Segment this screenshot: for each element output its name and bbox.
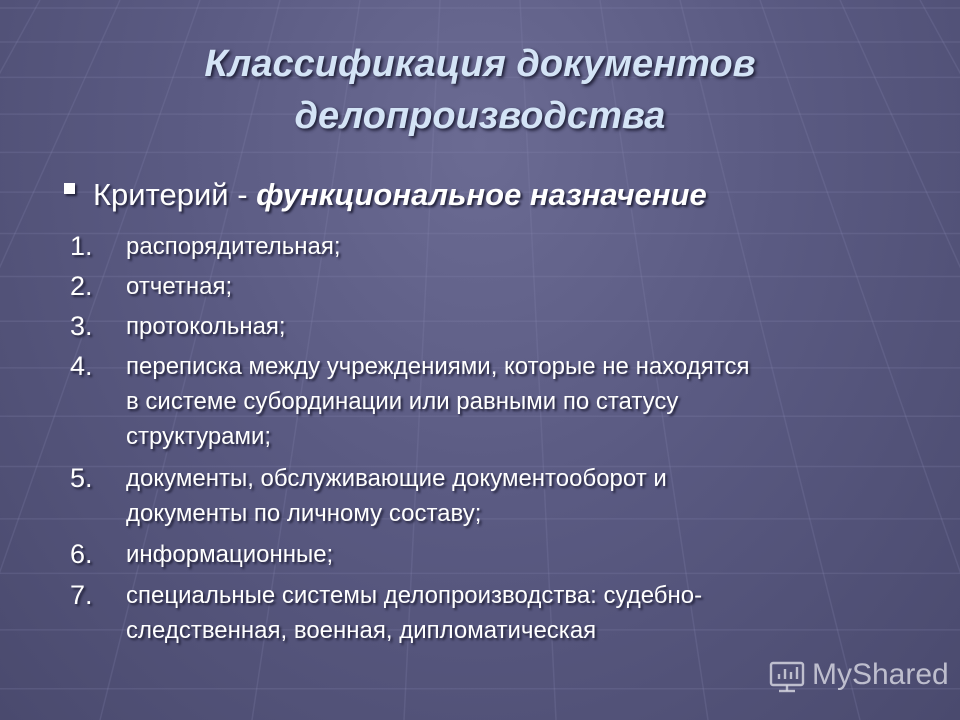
list-item-line: специальные системы делопроизводства: судебно- (126, 582, 703, 609)
list-item (70, 269, 930, 304)
list-item (70, 349, 930, 454)
list-item-line: распорядительная; (126, 233, 341, 260)
list-item-line: следственная, военная, дипломатическая (126, 617, 597, 644)
list-item-number: 1. (70, 231, 93, 261)
list-item-line: переписка между учреждениями, которые не находятся (126, 353, 750, 380)
criterion-label: Критерий - (93, 177, 248, 212)
list-item-number: 5. (70, 463, 93, 493)
title-line-2: делопроизводства (294, 95, 666, 137)
list-item-line: отчетная; (126, 273, 233, 300)
list-item-line: информационные; (126, 541, 334, 568)
list-item (70, 309, 930, 344)
list-item-text (126, 349, 930, 454)
list-item-number: 6. (70, 539, 93, 569)
myshared-logo-icon (768, 656, 806, 694)
square-bullet-icon (64, 183, 75, 194)
list-item-text (126, 537, 930, 572)
list-item (70, 229, 930, 264)
list-item-text (126, 578, 930, 648)
list-item (70, 461, 930, 531)
list-item-number: 2. (70, 271, 93, 301)
criterion-value: функциональное назначение (256, 177, 707, 212)
list-item-line: структурами; (126, 423, 272, 450)
numbered-list (70, 224, 930, 648)
list-item-number: 4. (70, 351, 93, 381)
list-item-line: документы, обслуживающие документооборот и (126, 465, 667, 492)
list-item-number: 7. (70, 580, 93, 610)
title-line-1: Классификация документов (204, 43, 756, 85)
list-item-text (126, 461, 930, 531)
list-item (70, 578, 930, 648)
slide-title (0, 38, 960, 142)
list-item-line: в системе субординации или равными по статусу (126, 388, 679, 415)
list-item-text (126, 229, 930, 264)
list-item (70, 537, 930, 572)
criterion-line (64, 175, 707, 215)
list-item-line: документы по личному составу; (126, 500, 482, 527)
watermark (768, 656, 949, 694)
watermark-text: MyShared (812, 658, 949, 691)
list-item-text (126, 269, 930, 304)
list-item-line: протокольная; (126, 313, 286, 340)
list-item-text (126, 309, 930, 344)
list-item-number: 3. (70, 311, 93, 341)
